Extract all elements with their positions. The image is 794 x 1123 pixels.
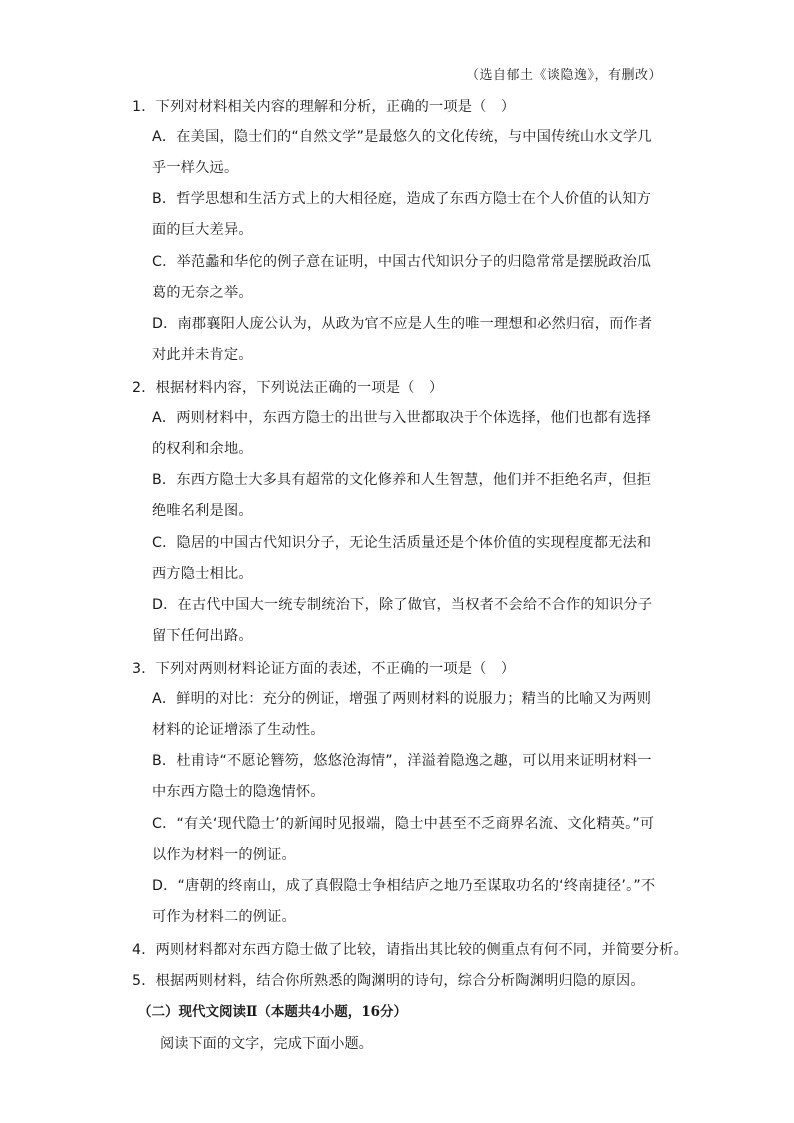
section-intro: 阅读下面的文字，完成下面小题。: [160, 1036, 373, 1052]
question-2-option-b: B．东西方隐士大多具有超常的文化修养和人生智慧，他们并不拒绝名声，但拒绝唯名利是图。: [152, 472, 652, 519]
question-2-option-c: C．隐居的中国古代知识分子，无论生活质量还是个体价值的实现程度都无法和西方隐士相比。: [152, 535, 652, 582]
question-2-option-d: D．在古代中国大一统专制统治下，除了做官，当权者不会给不合作的知识分子留下任何出路。: [152, 597, 653, 644]
source-note: （选自郁土《谈隐逸》，有删改）: [465, 68, 662, 83]
question-1-option-b: B．哲学思想和生活方式上的大相径庭，造成了东西方隐士在个人价值的认知方面的巨大差异。: [152, 191, 652, 238]
question-4-stem: 4．两则材料都对东西方隐士做了比较，请指出其比较的侧重点有何不同，并简要分析。: [132, 942, 688, 958]
question-1-option-c: C．举范蠡和华佗的例子意在证明，中国古代知识分子的归隐常常是摆脱政治瓜葛的无奈之举。: [152, 254, 652, 301]
question-1-option-d: D．南郡襄阳人庞公认为，从政为官不应是人生的唯一理想和必然归宿，而作者对此并未肯定。: [152, 316, 653, 363]
question-5-stem: 5．根据两则材料，结合你所熟悉的陶渊明的诗句，综合分析陶渊明归隐的原因。: [132, 973, 645, 989]
question-3-option-c: C．“有关‘现代隐士’的新闻时见报端，隐士中甚至不乏商界名流、文化精英。”可以作为材料一的例证。: [152, 816, 655, 863]
question-1-stem: 1．下列对材料相关内容的理解和分析，正确的一项是（ ）: [132, 99, 516, 115]
question-1-option-a: A．在美国，隐士们的“自然文学”是最悠久的文化传统，与中国传统山水文学几乎一样久远。: [152, 129, 652, 176]
question-2-option-a: A．两则材料中，东西方隐士的出世与入世都取决于个体选择，他们也都有选择的权利和余地。: [152, 410, 652, 457]
question-3-option-d: D．“唐朝的终南山，成了真假隐士争相结庐之地乃至谋取功名的‘终南捷径’。”不可作为材料二的例证。: [152, 878, 656, 925]
section-heading: （二）现代文阅读Ⅱ（本题共4小题，16分）: [138, 1004, 408, 1020]
question-3-option-b: B．杜甫诗“不愿论簪笏，悠悠沧海情”，洋溢着隐逸之趣，可以用来证明材料一中东西方隐士的隐逸情怀。: [152, 753, 652, 800]
question-2-stem: 2．根据材料内容，下列说法正确的一项是（ ）: [132, 380, 444, 396]
question-3-option-a: A．鲜明的对比：充分的例证，增强了两则材料的说服力；精当的比喻又为两则材料的论证增添了生动性。: [152, 691, 652, 738]
question-3-stem: 3．下列对两则材料论证方面的表述，不正确的一项是（ ）: [132, 661, 516, 677]
